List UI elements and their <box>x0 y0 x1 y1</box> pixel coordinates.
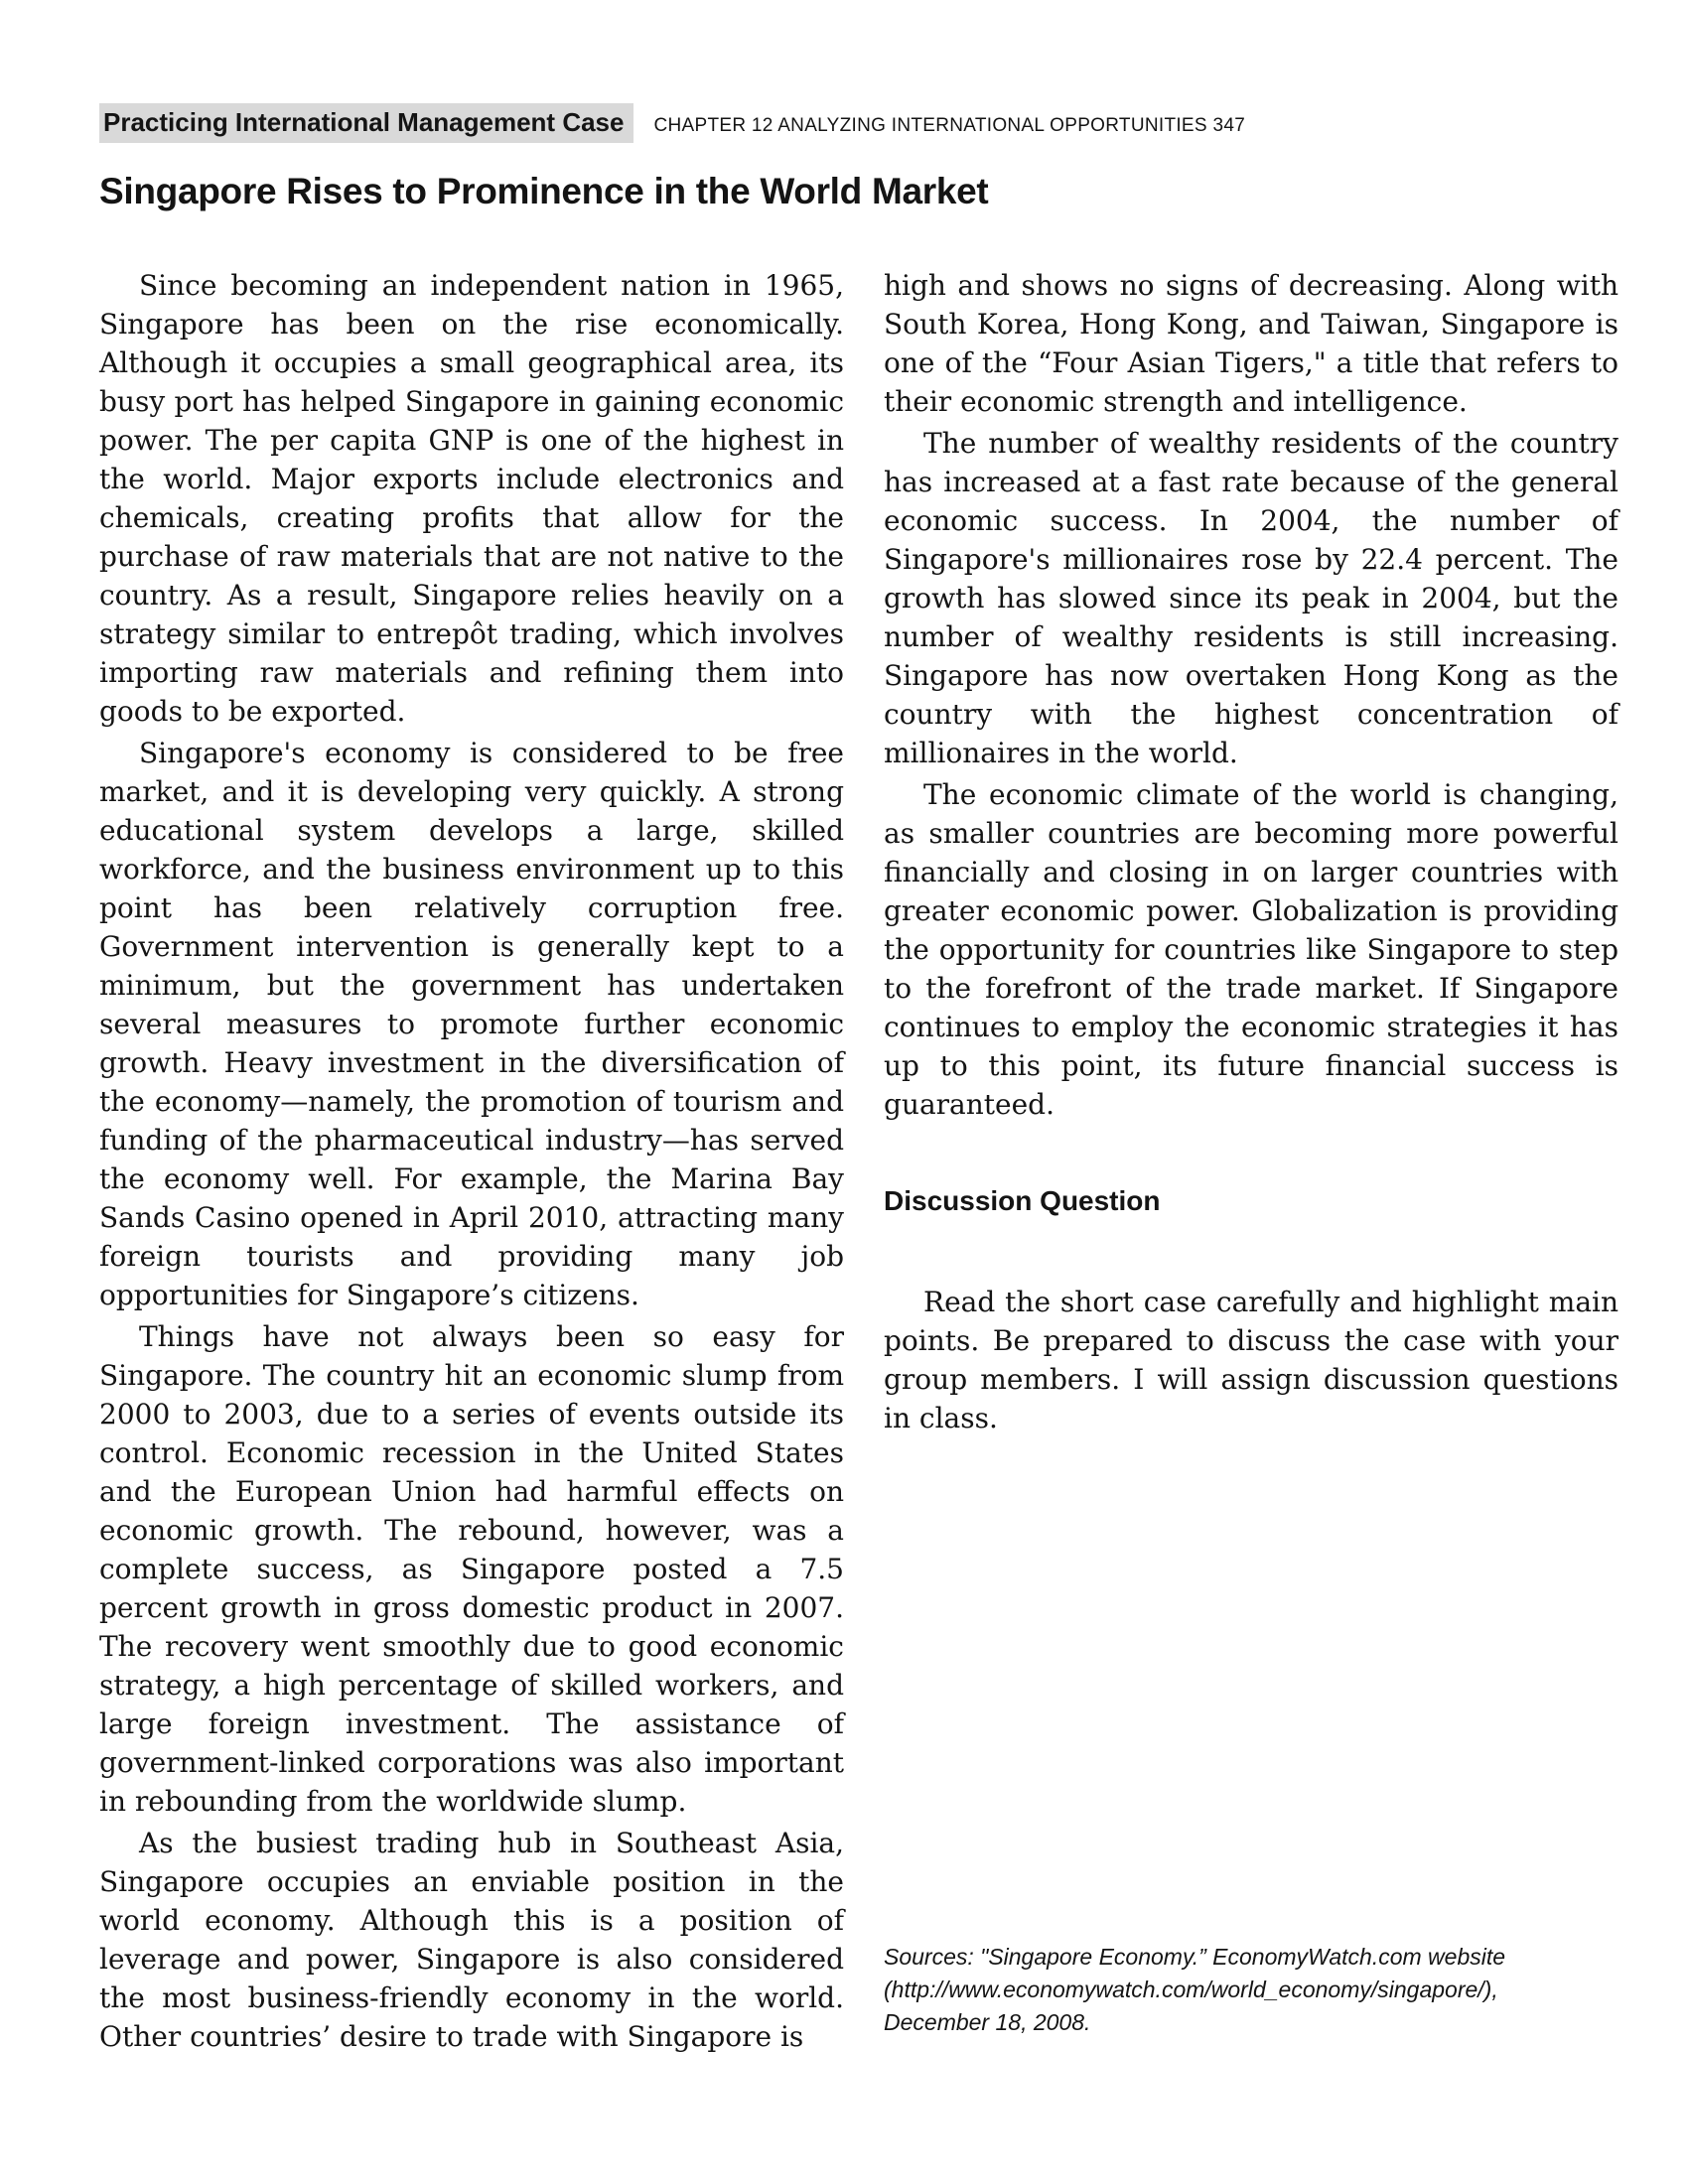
body-paragraph-continuation: high and shows no signs of decreasing. Along with South Korea, Hong Kong, and Taiwan, Singapore is one of the “Four Asian Tigers," a title that refers to their economic strength and intelligence. <box>884 269 1618 418</box>
article-title: Singapore Rises to Prominence in the World Market <box>99 171 989 211</box>
right-column <box>884 266 1618 2059</box>
discussion-instructions-paragraph: Read the short case carefully and highlight main points. Be prepared to discuss the case with your group members. I will assign discussion questions in class. <box>884 1286 1618 1434</box>
body-paragraph-intro: Since becoming an independent nation in 1965, Singapore has been on the rise economically. Although it occupies a small geographical area, its busy port has helped Singapore in gaining economic power. The per capita GNP is one of the highest in the world. Major exports include electronics and chemicals, creating profits that allow for the purchase of raw materials that are not native to the country. As a result, Singapore relies heavily on a strategy similar to entrepôt trading, which involves importing raw materials and refining them into goods to be exported. <box>99 269 844 728</box>
body-paragraph-economic-climate: The economic climate of the world is changing, as smaller countries are becoming more powerful financially and closing in on larger countries with greater economic power. Globalization is providing the opportunity for countries like Singapore to step to the forefront of the trade market. If Singapore continues to employ the economic strategies it has up to this point, its future financial success is guaranteed. <box>884 778 1618 1121</box>
chapter-reference: CHAPTER 12 ANALYZING INTERNATIONAL OPPORTUNITIES 347 <box>653 115 1246 136</box>
two-column-layout <box>99 266 1618 2059</box>
discussion-question-heading: Discussion Question <box>884 1185 1161 1216</box>
body-paragraph-wealthy-residents: The number of wealthy residents of the country has increased at a fast rate because of the general economic success. In 2004, the number of Singapore's millionaires rose by 22.4 percent. The growth has slowed since its peak in 2004, but the number of wealthy residents is still increasing. Singapore has now overtaken Hong Kong as the country with the highest concentration of millionaires in the world. <box>884 427 1618 769</box>
page-header <box>99 103 1618 143</box>
section-kicker: Practicing International Management Case <box>99 103 633 143</box>
body-paragraph-slump: Things have not always been so easy for Singapore. The country hit an economic slump from 2000 to 2003, due to a series of events outside its control. Economic recession in the United States and the European Union had harmful effects on economic growth. The rebound, however, was a complete success, as Singapore posted a 7.5 percent growth in gross domestic product in 2007. The recovery went smoothly due to good economic strategy, a high percentage of skilled workers, and large foreign investment. The assistance of government-linked corporations was also important in rebounding from the worldwide slump. <box>99 1320 844 1818</box>
body-paragraph-economy: Singapore's economy is considered to be free market, and it is developing very quickly. A strong educational system develops a large, skilled workforce, and the business environment up to this point has been relatively corruption free. Government intervention is generally kept to a minimum, but the government has undertaken several measures to promote further economic growth. Heavy investment in the diversification of the economy—namely, the promotion of tourism and funding of the pharmaceutical industry—has served the economy well. For example, the Marina Bay Sands Casino opened in April 2010, attracting many foreign tourists and providing many job opportunities for Singapore’s citizens. <box>99 737 844 1311</box>
left-column <box>99 266 844 2059</box>
sources-note: Sources: "Singapore Economy.” EconomyWatch.com website (http://www.economywatch.com/world_economy/singapore/), December 18, 2008. <box>884 1944 1506 2035</box>
body-paragraph-trading-hub: As the busiest trading hub in Southeast Asia, Singapore occupies an enviable position in the world economy. Although this is a position of leverage and power, Singapore is also considered the most business-friendly economy in the world. Other countries’ desire to trade with Singapore is <box>99 1827 844 2053</box>
